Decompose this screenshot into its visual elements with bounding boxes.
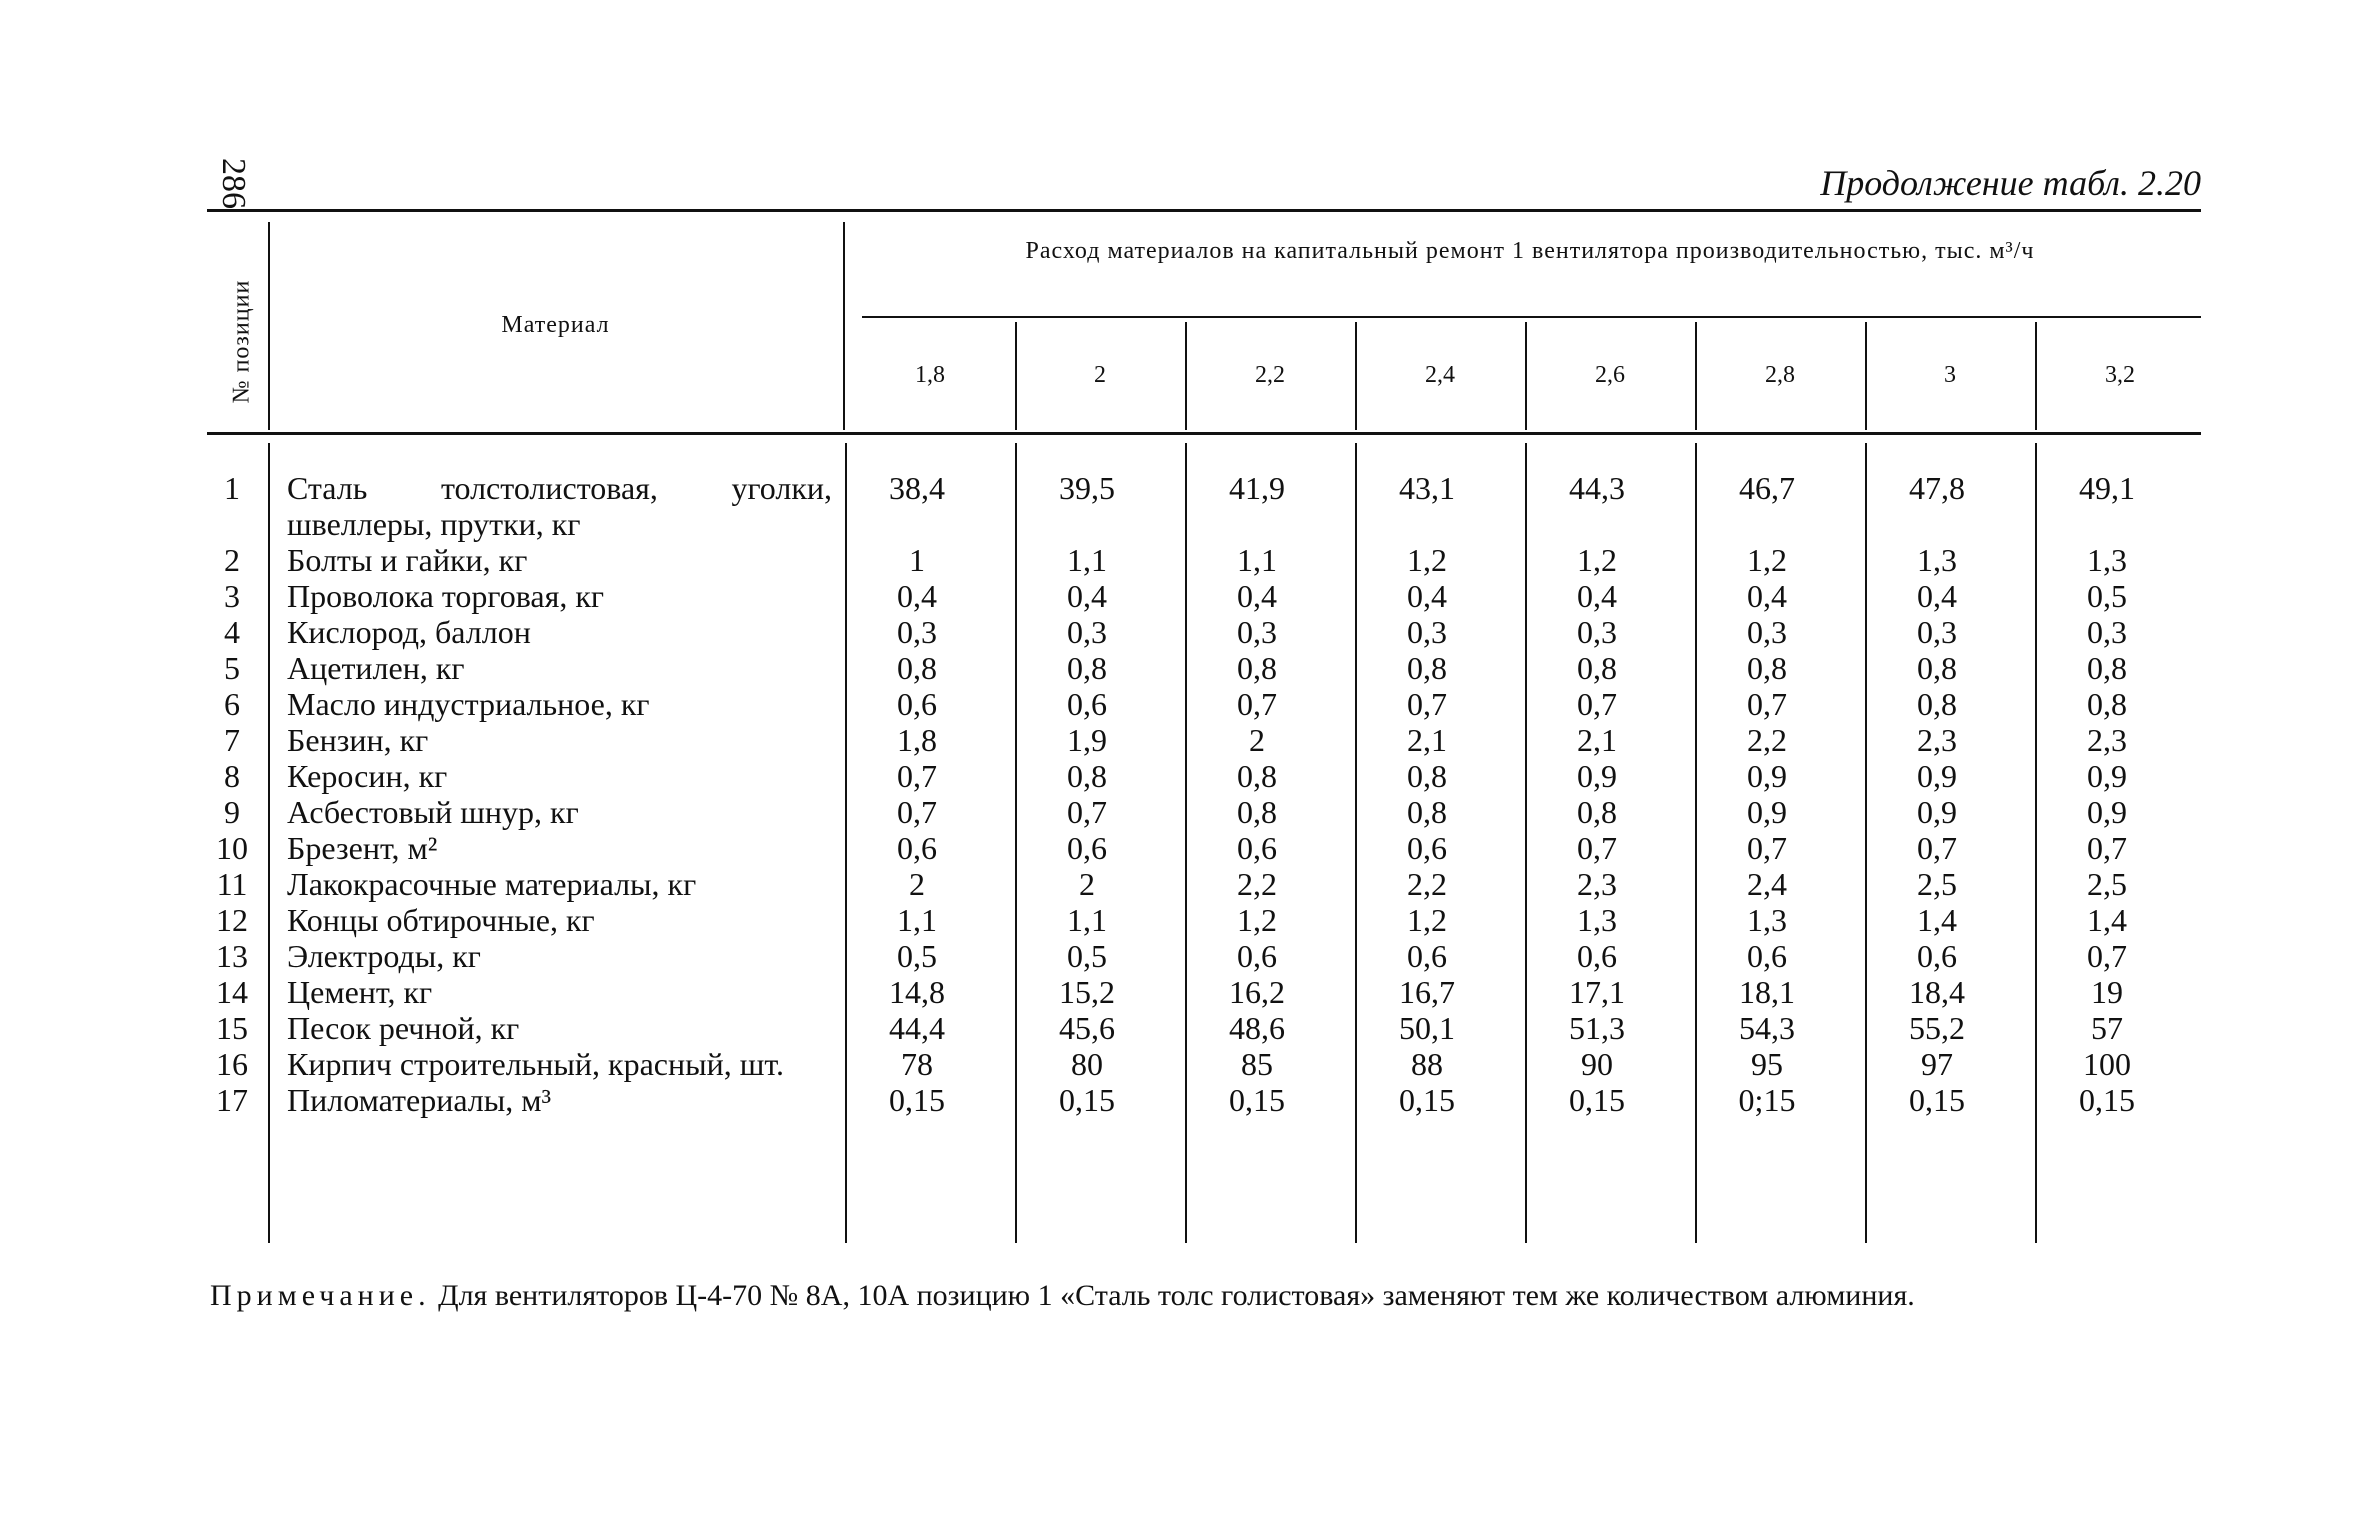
position-number: 10: [216, 830, 248, 866]
value-cell: 0,6: [897, 686, 937, 722]
value-cell: 19: [2091, 974, 2123, 1010]
material-name: Бензин, кг: [287, 722, 429, 758]
value-cell: 0,7: [1577, 830, 1617, 866]
position-number: 8: [224, 758, 240, 794]
value-cell: 88: [1411, 1046, 1443, 1082]
table-row: [207, 938, 2192, 974]
value-cell: 2,3: [2087, 722, 2127, 758]
material-header: Материал: [501, 312, 610, 338]
value-cell: 0,7: [1917, 830, 1957, 866]
value-cell: 2: [1079, 866, 1095, 902]
top-rule: [207, 209, 2201, 212]
position-number: 15: [216, 1010, 248, 1046]
value-cell: 0,7: [897, 794, 937, 830]
material-name: Брезент, м²: [287, 830, 438, 866]
material-name: Проволока торговая, кг: [287, 578, 604, 614]
value-cell: 0,6: [1407, 830, 1447, 866]
table-row: [207, 1046, 2192, 1082]
value-cell: 16,2: [1229, 974, 1285, 1010]
value-cell: 45,6: [1059, 1010, 1115, 1046]
value-cell: 2,2: [1237, 866, 1277, 902]
value-cell: 2,3: [1577, 866, 1617, 902]
value-cell: 0,6: [1917, 938, 1957, 974]
table-row: [207, 758, 2192, 794]
value-cell: 0,6: [1237, 938, 1277, 974]
position-number: 16: [216, 1046, 248, 1082]
material-name: Лакокрасочные материалы, кг: [287, 866, 697, 902]
value-cell: 0,6: [897, 830, 937, 866]
materials-table: [207, 470, 2192, 1118]
value-cell: 0,7: [1407, 686, 1447, 722]
value-cell: 2,3: [1917, 722, 1957, 758]
position-number: 17: [216, 1082, 248, 1118]
capacity-header: 2: [1094, 362, 1106, 388]
value-cell: 1,2: [1747, 542, 1787, 578]
capacity-header: 2,4: [1425, 362, 1455, 388]
value-cell: 0,3: [1237, 614, 1277, 650]
value-cell: 2,1: [1577, 722, 1617, 758]
value-cell: 0,9: [1577, 758, 1617, 794]
capacity-header: 3: [1944, 362, 1956, 388]
value-cell: 1,2: [1407, 542, 1447, 578]
value-cell: 1,3: [1577, 902, 1617, 938]
value-cell: 2: [909, 866, 925, 902]
value-cell: 17,1: [1569, 974, 1625, 1010]
value-cell: 2: [1249, 722, 1265, 758]
material-name: Масло индустриальное, кг: [287, 686, 650, 722]
value-cell: 0,7: [2087, 938, 2127, 974]
value-cell: 0,6: [1747, 938, 1787, 974]
value-cell: 0,4: [1747, 578, 1787, 614]
value-cell: 1,1: [1067, 542, 1107, 578]
note-text: Для вентиляторов Ц-4-70 № 8А, 10А позицию 1 «Сталь толс голистовая» заменяют тем же количеством алюминия.: [438, 1279, 1915, 1312]
position-number: 5: [224, 650, 240, 686]
value-cell: 0,7: [2087, 830, 2127, 866]
value-cell: 0,8: [1407, 650, 1447, 686]
value-cell: 1,4: [2087, 902, 2127, 938]
value-cell: 0,8: [1407, 758, 1447, 794]
value-cell: 47,8: [1909, 470, 1965, 506]
value-cell: 0,7: [1577, 686, 1617, 722]
value-cell: 0,6: [1067, 830, 1107, 866]
table-row: [207, 830, 2192, 866]
position-header: [212, 250, 272, 430]
value-cell: 1,2: [1237, 902, 1277, 938]
value-cell: 2,2: [1407, 866, 1447, 902]
value-cell: 0,6: [1577, 938, 1617, 974]
table-row: [207, 866, 2192, 902]
value-cell: 44,3: [1569, 470, 1625, 506]
value-cell: 0,8: [1577, 794, 1617, 830]
table-row: [207, 1082, 2192, 1118]
capacity-header: 1,8: [915, 362, 945, 388]
value-cell: 18,1: [1739, 974, 1795, 1010]
value-cell: 41,9: [1229, 470, 1285, 506]
note-label: Примечание.: [210, 1279, 431, 1312]
value-cell: 50,1: [1399, 1010, 1455, 1046]
value-cell: 0,4: [897, 578, 937, 614]
value-cell: 0,15: [1399, 1082, 1455, 1118]
position-number: 13: [216, 938, 248, 974]
table-row: [207, 578, 2192, 614]
value-cell: 15,2: [1059, 974, 1115, 1010]
material-name: Песок речной, кг: [287, 1010, 520, 1046]
value-cell: 0,7: [897, 758, 937, 794]
value-cell: 97: [1921, 1046, 1953, 1082]
value-cell: 1,1: [1067, 902, 1107, 938]
value-cell: 1,3: [2087, 542, 2127, 578]
value-cell: 0,5: [1067, 938, 1107, 974]
position-number: 12: [216, 902, 248, 938]
table-row: [207, 722, 2192, 758]
value-cell: 1,3: [1747, 902, 1787, 938]
material-name: Кислород, баллон: [287, 614, 531, 650]
value-cell: 1: [909, 542, 925, 578]
position-header-text: № позиции: [228, 279, 255, 404]
value-cell: 1,3: [1917, 542, 1957, 578]
value-cell: 100: [2083, 1046, 2131, 1082]
value-cell: 0,6: [1407, 938, 1447, 974]
value-cell: 0,8: [1237, 758, 1277, 794]
position-number: 11: [216, 866, 248, 902]
table-row: [207, 542, 2192, 578]
position-number: 2: [224, 542, 240, 578]
value-cell: 2,2: [1747, 722, 1787, 758]
value-cell: 0,7: [1067, 794, 1107, 830]
table-note: [210, 1278, 2200, 1314]
table-row: [207, 794, 2192, 830]
table-row: [207, 614, 2192, 650]
value-cell: 44,4: [889, 1010, 945, 1046]
value-cell: 0,8: [1407, 794, 1447, 830]
header-sub-rule: [862, 316, 2201, 318]
value-cell: 43,1: [1399, 470, 1455, 506]
material-name: Пиломатериалы, м³: [287, 1082, 552, 1118]
value-cell: 16,7: [1399, 974, 1455, 1010]
value-cell: 0,8: [1237, 794, 1277, 830]
value-cell: 0,9: [1917, 794, 1957, 830]
value-cell: 0,4: [1917, 578, 1957, 614]
value-cell: 0,7: [1237, 686, 1277, 722]
value-cell: 0,8: [2087, 650, 2127, 686]
position-number: 1: [224, 470, 240, 506]
page-number: 286: [215, 158, 252, 209]
value-cell: 0,9: [1747, 794, 1787, 830]
value-cell: 95: [1751, 1046, 1783, 1082]
value-cell: 0,15: [1909, 1082, 1965, 1118]
value-cell: 0,4: [1067, 578, 1107, 614]
value-cell: 0,8: [1237, 650, 1277, 686]
value-cell: 49,1: [2079, 470, 2135, 506]
position-number: 7: [224, 722, 240, 758]
value-cell: 1,8: [897, 722, 937, 758]
value-cell: 0,8: [1067, 758, 1107, 794]
material-name: Цемент, кг: [287, 974, 433, 1010]
value-cell: 0,8: [1747, 650, 1787, 686]
table-row: [207, 974, 2192, 1010]
table-row: [207, 686, 2192, 722]
position-number: 3: [224, 578, 240, 614]
value-cell: 0,6: [1067, 686, 1107, 722]
material-name: Электроды, кг: [287, 938, 481, 974]
table-row: [207, 470, 2192, 542]
value-cell: 0,15: [889, 1082, 945, 1118]
material-name: Ацетилен, кг: [287, 650, 465, 686]
value-cell: 0,3: [1577, 614, 1617, 650]
value-cell: 0,3: [1407, 614, 1447, 650]
value-cell: 2,4: [1747, 866, 1787, 902]
value-cell: 55,2: [1909, 1010, 1965, 1046]
position-number: 14: [216, 974, 248, 1010]
value-cell: 0,8: [2087, 686, 2127, 722]
header-bottom-rule: [207, 432, 2201, 435]
material-name: Болты и гайки, кг: [287, 542, 528, 578]
material-name: Сталь толстолистовая, уголки, швеллеры, прутки, кг: [287, 470, 832, 542]
value-cell: 2,1: [1407, 722, 1447, 758]
value-cell: 85: [1241, 1046, 1273, 1082]
value-cell: 0,5: [897, 938, 937, 974]
value-cell: 0,9: [1917, 758, 1957, 794]
value-cell: 1,9: [1067, 722, 1107, 758]
value-cell: 0,3: [1747, 614, 1787, 650]
capacity-header: 2,8: [1765, 362, 1795, 388]
capacity-header: 3,2: [2105, 362, 2135, 388]
value-cell: 0,5: [2087, 578, 2127, 614]
value-cell: 0,6: [1237, 830, 1277, 866]
material-name: Концы обтирочные, кг: [287, 902, 595, 938]
value-cell: 1,4: [1917, 902, 1957, 938]
value-cell: 0,7: [1747, 830, 1787, 866]
value-cell: 0,8: [1067, 650, 1107, 686]
value-cell: 1,2: [1577, 542, 1617, 578]
value-cell: 51,3: [1569, 1010, 1625, 1046]
value-cell: 18,4: [1909, 974, 1965, 1010]
value-cell: 0,3: [897, 614, 937, 650]
value-cell: 0,3: [2087, 614, 2127, 650]
value-cell: 57: [2091, 1010, 2123, 1046]
value-cell: 0,15: [2079, 1082, 2135, 1118]
value-cell: 39,5: [1059, 470, 1115, 506]
value-cell: 0,8: [1917, 650, 1957, 686]
value-cell: 0,4: [1237, 578, 1277, 614]
table-row: [207, 1010, 2192, 1046]
header-divider: [843, 222, 845, 430]
value-cell: 0;15: [1738, 1082, 1796, 1118]
value-cell: 38,4: [889, 470, 945, 506]
table-row: [207, 650, 2192, 686]
value-cell: 0,8: [1577, 650, 1617, 686]
value-cell: 0,4: [1577, 578, 1617, 614]
value-cell: 48,6: [1229, 1010, 1285, 1046]
value-cell: 90: [1581, 1046, 1613, 1082]
table-caption: Продолжение табл. 2.20: [1820, 163, 2201, 203]
value-cell: 2,5: [1917, 866, 1957, 902]
value-cell: 0,15: [1229, 1082, 1285, 1118]
value-cell: 78: [901, 1046, 933, 1082]
position-number: 9: [224, 794, 240, 830]
material-name: Кирпич строительный, красный, шт.: [287, 1046, 784, 1082]
value-cell: 0,9: [2087, 794, 2127, 830]
consumption-header: Расход материалов на капитальный ремонт 1 вентилятора производительностью, тыс. м³/ч: [1025, 238, 2035, 264]
position-number: 4: [224, 614, 240, 650]
value-cell: 0,15: [1059, 1082, 1115, 1118]
value-cell: 0,3: [1067, 614, 1107, 650]
value-cell: 46,7: [1739, 470, 1795, 506]
value-cell: 54,3: [1739, 1010, 1795, 1046]
value-cell: 0,4: [1407, 578, 1447, 614]
value-cell: 0,9: [1747, 758, 1787, 794]
value-cell: 0,8: [1917, 686, 1957, 722]
table-row: [207, 902, 2192, 938]
value-cell: 1,2: [1407, 902, 1447, 938]
value-cell: 14,8: [889, 974, 945, 1010]
material-name: Асбестовый шнур, кг: [287, 794, 579, 830]
value-cell: 1,1: [1237, 542, 1277, 578]
value-cell: 2,5: [2087, 866, 2127, 902]
capacity-header: 2,6: [1595, 362, 1625, 388]
position-number: 6: [224, 686, 240, 722]
value-cell: 80: [1071, 1046, 1103, 1082]
value-cell: 0,9: [2087, 758, 2127, 794]
value-cell: 0,8: [897, 650, 937, 686]
value-cell: 0,15: [1569, 1082, 1625, 1118]
value-cell: 0,3: [1917, 614, 1957, 650]
value-cell: 0,7: [1747, 686, 1787, 722]
material-name: Керосин, кг: [287, 758, 448, 794]
capacity-header: 2,2: [1255, 362, 1285, 388]
value-cell: 1,1: [897, 902, 937, 938]
